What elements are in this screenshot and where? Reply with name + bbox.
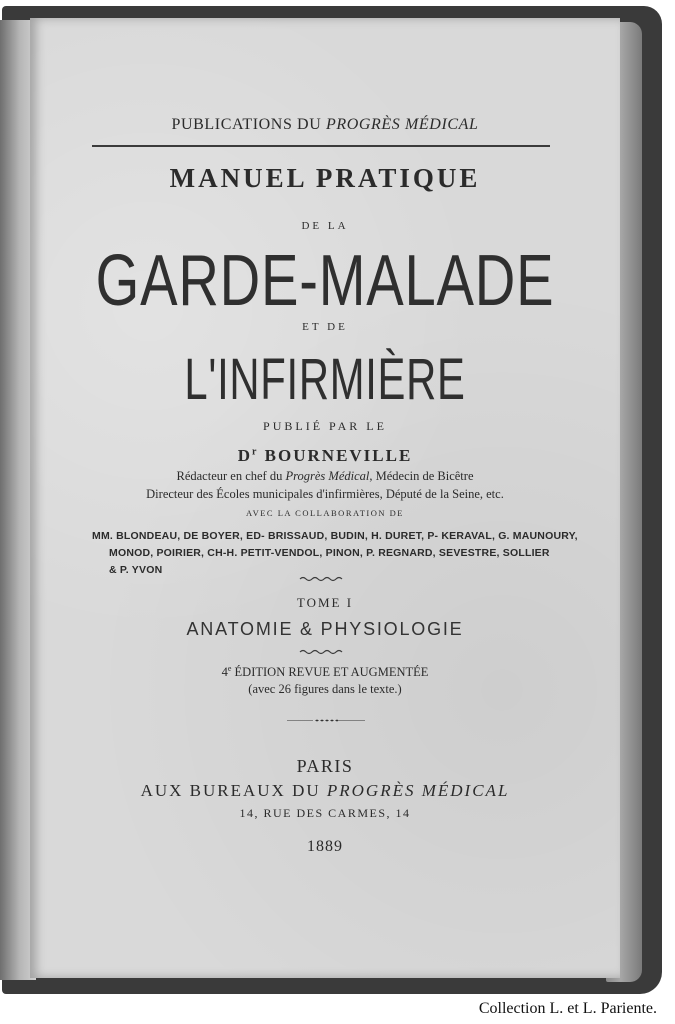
title-infirmiere: L'INFIRMIÈRE [184, 347, 466, 412]
title-manuel: MANUEL PRATIQUE [169, 163, 481, 193]
author-title-sup: r [251, 446, 259, 458]
redacteur-line [30, 469, 620, 484]
divider-ornament [248, 719, 404, 722]
redacteur-suffix: , Médecin de Bicêtre [369, 469, 474, 483]
bureaux-line [30, 781, 620, 801]
wavy-ornament [0, 648, 675, 656]
collaborators-line: MONOD, POIRIER, CH-H. PETIT-VENDOL, PINON, P. REGNARD, SEVESTRE, SOLLIER [109, 547, 550, 559]
volume-subject: ANATOMIE & PHYSIOLOGIE [186, 619, 464, 639]
edition-text: ÉDITION REVUE ET AUGMENTÉE [231, 665, 429, 680]
directeur-line: Directeur des Écoles municipales d'infirmières, Député de la Seine, etc. [146, 487, 504, 501]
author-line [30, 446, 620, 466]
redacteur-journal: Progrès Médical [285, 469, 370, 483]
author-name: BOURNEVILLE [264, 446, 413, 465]
author-title: D [237, 446, 252, 465]
title-de-la: DE LA [301, 220, 349, 232]
collaborators-line: & P. YVON [109, 564, 163, 576]
wavy-ornament [0, 575, 675, 583]
photo-caption: Collection L. et L. Pariente. [478, 1000, 657, 1017]
title-garde-malade: GARDE-MALADE [95, 241, 555, 321]
bureaux-journal: PROGRÈS MÉDICAL [326, 781, 510, 800]
collaborators-line: MM. BLONDEAU, DE BOYER, ED- BRISSAUD, BUDIN, H. DURET, P- KERAVAL, G. MAUNOURY, [92, 530, 578, 542]
bureaux-prefix: AUX BUREAUX DU [140, 781, 321, 800]
redacteur-prefix: Rédacteur en chef du [176, 469, 283, 483]
address: 14, RUE DES CARMES, 14 [239, 806, 411, 820]
collaborators-list [92, 528, 578, 579]
series-journal: PROGRÈS MÉDICAL [325, 116, 479, 133]
city: PARIS [296, 756, 354, 776]
publication-year: 1889 [307, 838, 343, 855]
publie-par: PUBLIÉ PAR LE [263, 419, 387, 433]
edition-line [30, 664, 620, 680]
header-rule [92, 145, 550, 147]
series-line [30, 116, 620, 134]
tome-label: TOME I [296, 595, 354, 610]
avec-collaboration: AVEC LA COLLABORATION DE [246, 508, 404, 518]
title-et-de: ET DE [302, 321, 348, 333]
edition-sup: e [227, 664, 232, 673]
figures-note: (avec 26 figures dans le texte.) [248, 682, 402, 696]
series-prefix: PUBLICATIONS DU [171, 116, 322, 133]
edition-num: 4 [221, 665, 228, 680]
